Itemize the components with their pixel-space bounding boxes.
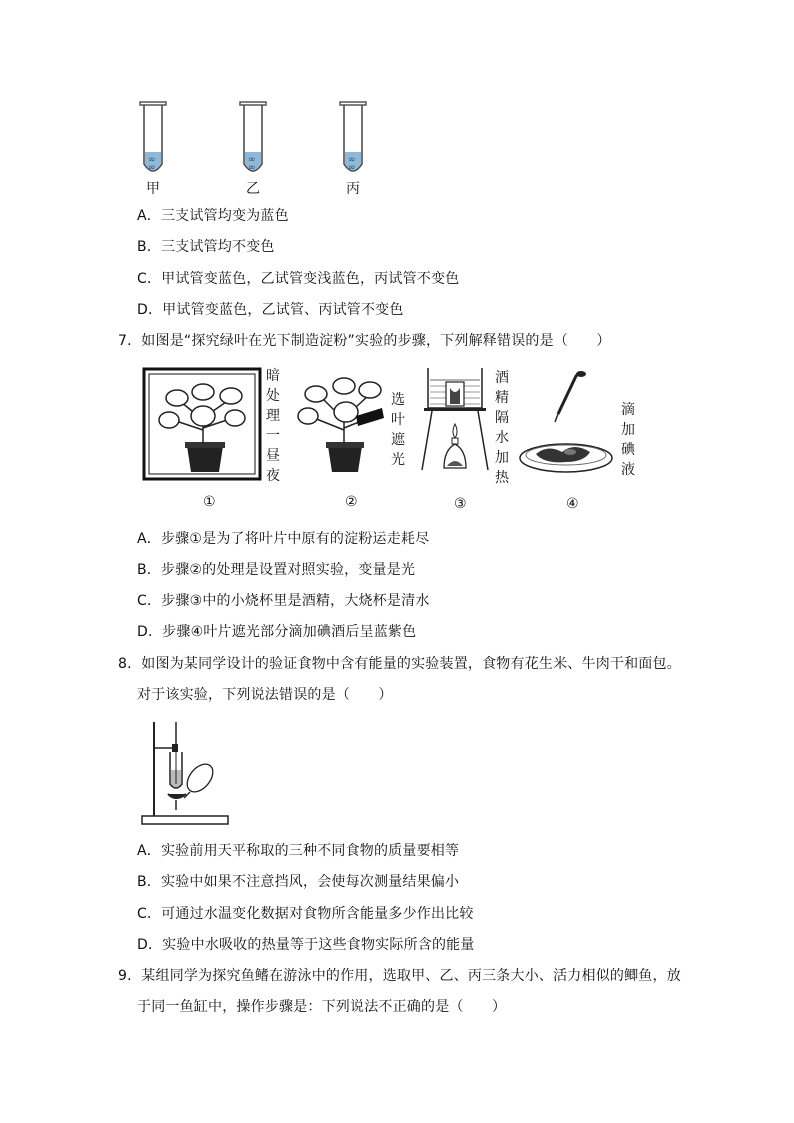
q6-option-d: D．甲试管变蓝色，乙试管、丙试管不变色	[137, 302, 404, 318]
q8-option-b: B．实验中如果不注意挡风，会使每次测量结果偏小	[137, 874, 460, 890]
tube-label-yi: 乙	[246, 181, 260, 197]
q7-stem: 7．如图是“探究绿叶在光下制造淀粉”实验的步骤，下列解释错误的是（ ）	[118, 333, 611, 349]
q8-option-c: C．可通过水温变化数据对食物所含能量多少作出比较	[137, 906, 474, 922]
step2-leaf-shading-image	[288, 368, 383, 478]
step3-caption: 酒精隔水加热	[495, 370, 509, 486]
step3-number: ③	[454, 496, 467, 512]
step3-water-bath-image	[420, 366, 490, 482]
q8-option-d: D．实验中水吸收的热量等于这些食物实际所含的能量	[137, 937, 475, 953]
q8-option-a: A．实验前用天平称取的三种不同食物的质量要相等	[137, 843, 460, 859]
q7-option-b: B．步骤②的处理是设置对照实验，变量是光	[137, 562, 416, 578]
q9-stem-line2: 于同一鱼缸中，操作步骤是：下列说法不正确的是（ ）	[137, 999, 507, 1015]
step4-caption: 滴加碘液	[621, 402, 635, 478]
test-tube-yi	[238, 100, 272, 180]
q8-stem-line1: 8．如图为某同学设计的验证食物中含有能量的实验装置，食物有花生米、牛肉干和面包。	[118, 656, 681, 672]
step2-number: ②	[345, 494, 358, 510]
q6-option-c: C．甲试管变蓝色，乙试管变浅蓝色，丙试管不变色	[137, 271, 460, 287]
q6-option-a: A．三支试管均变为蓝色	[137, 208, 289, 224]
step1-caption: 暗处理一昼夜	[266, 368, 280, 484]
svg-text:∞: ∞	[148, 155, 156, 165]
svg-text:∞: ∞	[248, 155, 256, 165]
q7-option-d: D．步骤④叶片遮光部分滴加碘酒后呈蓝紫色	[137, 624, 417, 640]
q7-option-a: A．步骤①是为了将叶片中原有的淀粉运走耗尽	[137, 531, 430, 547]
step2-caption: 选叶遮光	[391, 392, 405, 468]
q7-option-c: C．步骤③中的小烧杯里是酒精，大烧杯是清水	[137, 593, 430, 609]
svg-text:∞: ∞	[248, 163, 256, 173]
q6-option-b: B．三支试管均不变色	[137, 239, 275, 255]
svg-text:∞: ∞	[348, 155, 356, 165]
test-tube-bing	[338, 100, 372, 180]
step1-dark-treatment-image	[143, 368, 261, 480]
q9-stem-line1: 9．某组同学为探究鱼鳍在游泳中的作用，选取甲、乙、丙三条大小、活力相似的鲫鱼，放	[118, 968, 681, 984]
step4-number: ④	[566, 496, 579, 512]
tube-label-bing: 丙	[346, 181, 360, 197]
svg-text:∞: ∞	[148, 163, 156, 173]
q8-stem-line2: 对于该实验，下列说法错误的是（ ）	[137, 687, 393, 703]
test-tube-jia	[138, 100, 172, 180]
step4-iodine-image	[518, 370, 618, 480]
tube-label-jia: 甲	[146, 181, 160, 197]
step1-number: ①	[203, 494, 216, 510]
food-energy-apparatus-image	[140, 718, 230, 828]
svg-text:∞: ∞	[348, 163, 356, 173]
